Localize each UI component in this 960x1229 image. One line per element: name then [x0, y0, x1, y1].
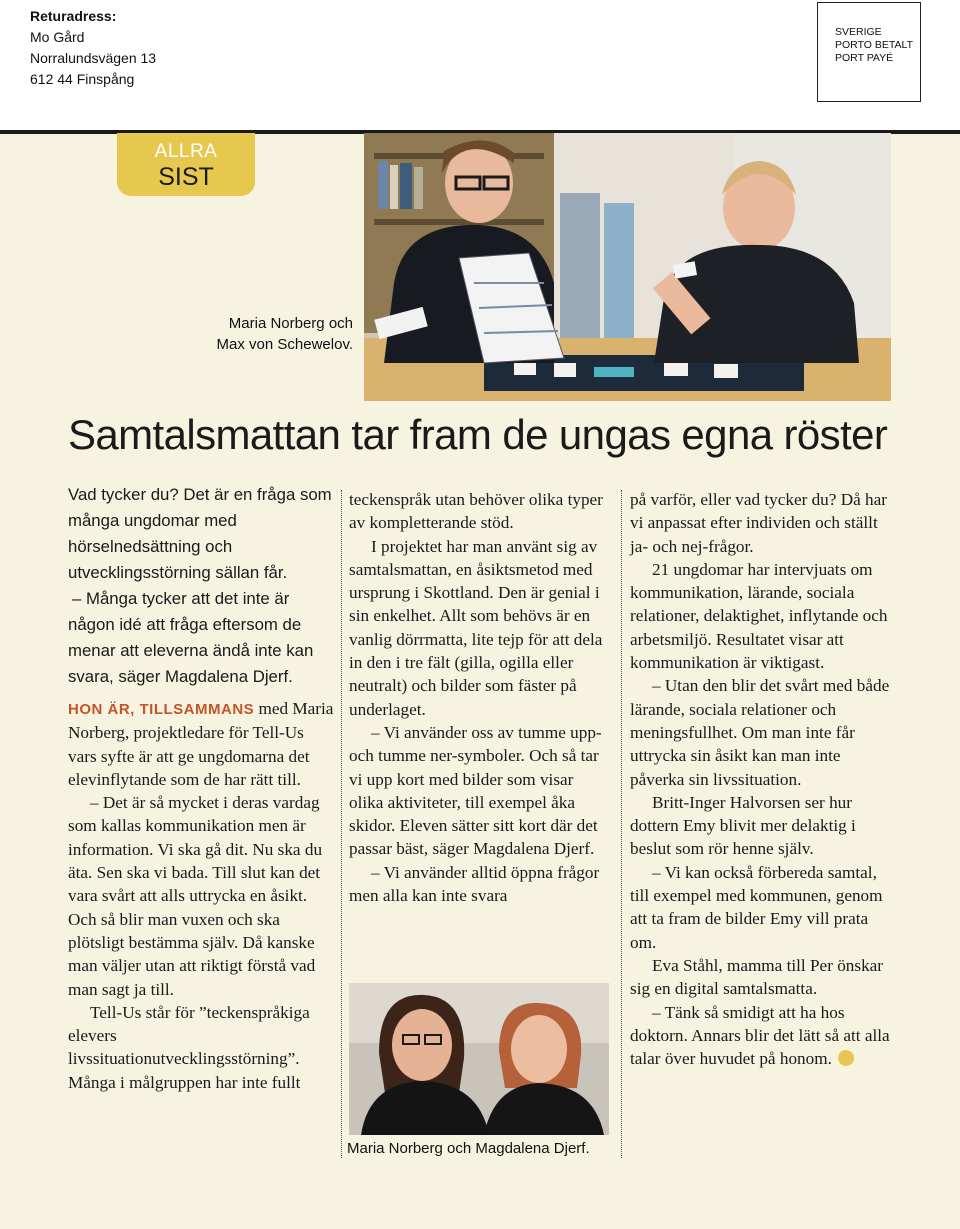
- body-paragraph: teckenspråk utan behöver olika typer av kompletterande stöd.: [349, 490, 603, 533]
- article-headline: Samtalsmattan tar fram de ungas egna röster: [68, 411, 888, 458]
- return-address-line: Mo Gård: [30, 29, 85, 45]
- end-mark-icon: [838, 1050, 854, 1066]
- photo-two-people-at-table: [364, 133, 891, 401]
- body-paragraph: I projektet har man använt sig av samtalsmattan, en åsiktsmetod med ursprung i Skottland. Den är genial i sin enkelhet. Allt som behövs är en vanlig dörrmatta, lite tejp för att dela in den i tre fält (gilla, ogilla eller neutralt) och bilder som fäster på underlaget.: [349, 536, 603, 719]
- body-paragraph: på varför, eller vad tycker du? Då har vi anpassat efter individen och ställt ja- och nej-frågor.: [630, 490, 887, 556]
- body-text: med Maria Norberg, projektledare för Tell-Us vars syfte är att ge ungdomarna det elevinflytande som de har rätt till.: [68, 699, 334, 789]
- photo-two-women-portrait: [349, 983, 609, 1135]
- article-lead: [68, 482, 336, 690]
- column-divider: [621, 490, 622, 1158]
- mailing-header: [0, 0, 960, 134]
- body-paragraph: Britt-Inger Halvorsen ser hur dottern Emy blivit mer delaktig i beslut som rör henne själv.: [630, 792, 856, 859]
- article-column-1: [68, 482, 336, 1094]
- article-column-2: [349, 488, 611, 907]
- stamp-line: PORT PAYÉ: [835, 52, 894, 64]
- section-tag: [117, 133, 255, 196]
- body-paragraph: – Vi använder oss av tumme upp- och tumme ner-symboler. Och så tar vi upp kort med bilder som visar olika aktiviteter, till exempel åka skidor. Eleven sätter sitt kort där det passar bäst, säger Magdalena Djerf.: [349, 722, 602, 859]
- body-paragraph: [630, 1001, 892, 1071]
- photo-caption: Maria Norberg och Magdalena Djerf.: [347, 1140, 590, 1157]
- stamp-line: SVERIGE: [835, 26, 882, 38]
- drop-caps-lead: HON ÄR, TILLSAMMANS: [68, 701, 255, 718]
- body-paragraph: [68, 697, 336, 791]
- section-tag-line1: ALLRA: [154, 141, 218, 162]
- postage-paid-stamp: [817, 2, 921, 102]
- section-tag-line2: SIST: [158, 163, 214, 191]
- body-paragraph: – Det är så mycket i deras vardag som kallas kommunikation men är information. Vi ska gå dit. Nu ska du äta. Sen ska vi bada. Till slut kan det vara svårt att alls uttrycka en åsikt. Och så blir man vuxen och ska plötsligt bestämma själv. Då kanske man väljer utan att riktigt förstå vad man sagt ja till.: [68, 793, 323, 999]
- photo-caption-line: Maria Norberg och: [228, 315, 353, 332]
- stamp-line: PORTO BETALT: [835, 39, 913, 51]
- body-paragraph: – Utan den blir det svårt med både lärande, sociala relationer och meningsfullhet. Om man inte får uttrycka sin åsikt kan man inte påverka sin livssituation.: [630, 676, 890, 789]
- article-column-3: [630, 488, 892, 1070]
- lead-paragraph: – Många tycker att det inte är någon idé att fråga eftersom de menar att eleverna ändå inte kan svara, säger Magdalena Djerf.: [68, 589, 314, 686]
- photo-caption-line: Max von Schewelov.: [216, 336, 353, 353]
- body-paragraph: 21 ungdomar har intervjuats om kommunikation, lärande, sociala relationer, delaktighet, inflytande och arbetsmiljö. Resultatet visar att kommunikation är viktigast.: [630, 559, 888, 673]
- photo-caption: [190, 313, 353, 355]
- body-paragraph: Tell-Us står för ”teckenspråkiga elevers livssituationutvecklingsstörning”. Många i målgruppen har inte fullt: [68, 1002, 310, 1092]
- return-address: [30, 6, 156, 90]
- body-paragraph: – Vi använder alltid öppna frågor men alla kan inte svara: [349, 862, 600, 906]
- body-text: – Tänk så smidigt att ha hos doktorn. Annars blir det lätt så att alla talar över huvudet på honom.: [630, 1002, 890, 1069]
- body-paragraph: Eva Ståhl, mamma till Per önskar sig en digital samtalsmatta.: [630, 955, 884, 999]
- return-address-line: Norralundsvägen 13: [30, 50, 157, 66]
- lead-paragraph: Vad tycker du? Det är en fråga som många ungdomar med hörselnedsättning och utvecklingsstörning sällan får.: [68, 485, 332, 582]
- column-divider: [341, 490, 342, 1158]
- body-paragraph: – Vi kan också förbereda samtal, till exempel med kommunen, genom att ta fram de bilder Emy vill prata om.: [630, 862, 883, 952]
- return-address-line: 612 44 Finspång: [30, 71, 135, 87]
- return-address-label: Returadress:: [30, 8, 117, 24]
